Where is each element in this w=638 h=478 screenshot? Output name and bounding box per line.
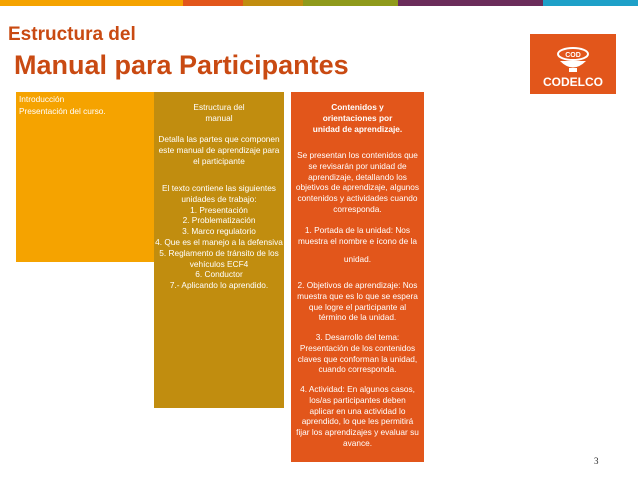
col2-list-line: 7.- Aplicando lo aprendido. <box>169 280 269 291</box>
logo-cup <box>560 61 586 68</box>
logo-badge: COD <box>565 52 581 59</box>
topbar-segment <box>543 0 638 6</box>
col3-intro-line: objetivos de aprendizaje, algunos <box>295 182 420 193</box>
col3-item2-line: 2. Objetivos de aprendizaje: Nos <box>297 280 418 290</box>
col3-item2-line: que logre el participante al <box>308 301 407 312</box>
col3-item3-line: 3. Desarrollo del tema: <box>315 332 400 342</box>
col2-desc-line: este manual de aprendizaje para <box>158 144 280 155</box>
topbar-segment <box>243 0 303 6</box>
page-number: 3 <box>594 456 599 466</box>
col2-title-line: Estructura del <box>193 102 245 112</box>
col3-item2-line: muestra que es lo que se espera <box>297 290 418 301</box>
title-line-1: Estructura del <box>8 24 136 45</box>
page-title: Manual para Participantes <box>14 50 349 80</box>
col3-item1-line: 1. Portada de la unidad: Nos <box>304 225 411 235</box>
col3-intro-line: contenidos y actividades cuando <box>297 193 418 204</box>
col2-list-line: El texto contiene las siguientes <box>162 183 276 193</box>
col3-item4-line: avance. <box>342 437 373 448</box>
col3-item2-line: término de la unidad. <box>318 312 397 323</box>
col2-list-line: vehículos ECF4 <box>189 258 249 269</box>
col2-list-line: 1. Presentación <box>190 204 248 215</box>
col3-item3-line: Presentación de los contenidos <box>299 342 416 353</box>
topbar-segment <box>183 0 243 6</box>
intro-line: Presentación del curso. <box>19 105 106 116</box>
col3-item1-tail: unidad. <box>343 254 372 264</box>
top-color-bar <box>0 0 638 6</box>
topbar-segment <box>0 0 183 6</box>
intro-line: Introducción <box>19 94 65 104</box>
col2-desc-line: Detalla las partes que componen <box>158 134 280 144</box>
logo-text: CODELCO <box>543 75 603 89</box>
contents-column <box>291 92 424 462</box>
intro-column <box>16 92 154 262</box>
col3-item4-line: 4. Actividad: En algunos casos, <box>300 384 415 394</box>
col2-list-line: 2. Problematización <box>182 215 256 226</box>
col2-title-line: manual <box>205 112 233 123</box>
col2-list-line: 3. Marco regulatorio <box>182 226 256 237</box>
col2-list-line: 6. Conductor <box>195 269 243 280</box>
topbar-segment <box>398 0 543 6</box>
col3-intro-line: Se presentan los contenidos que <box>297 150 418 160</box>
col3-item4-line: aplicar en una actividad lo <box>309 405 406 416</box>
col3-intro-line: aprendizaje, detallando los <box>308 171 407 182</box>
manual-structure-column <box>154 92 284 408</box>
col3-item4-line: fijar los aprendizajes y evaluar su <box>296 427 419 438</box>
col3-intro-line: corresponda. <box>333 203 382 214</box>
col2-desc-line: el participante <box>193 155 245 166</box>
col3-item4-line: los/as participantes deben <box>309 394 406 405</box>
col2-list-line: 4. Que es el manejo a la defensiva <box>155 236 283 247</box>
col3-title-line: unidad de aprendizaje. <box>312 123 403 134</box>
col2-list-line: 5. Reglamento de tránsito de los <box>159 247 279 258</box>
col3-title-line: orientaciones por <box>322 112 393 123</box>
col3-item4-line: aprendido, lo que les permitirá <box>301 416 414 427</box>
col2-list-line: unidades de trabajo: <box>181 193 257 204</box>
col3-item1-line: muestra el nombre e ícono de la <box>298 235 417 246</box>
topbar-segment <box>303 0 398 6</box>
col3-item3-line: cuando corresponda. <box>318 364 397 375</box>
col3-title-line: Contenidos y <box>331 102 384 112</box>
codelco-logo <box>530 34 616 94</box>
col3-item3-line: claves que conforman la unidad, <box>297 353 418 364</box>
col3-intro-line: se revisarán por unidad de <box>308 160 407 171</box>
